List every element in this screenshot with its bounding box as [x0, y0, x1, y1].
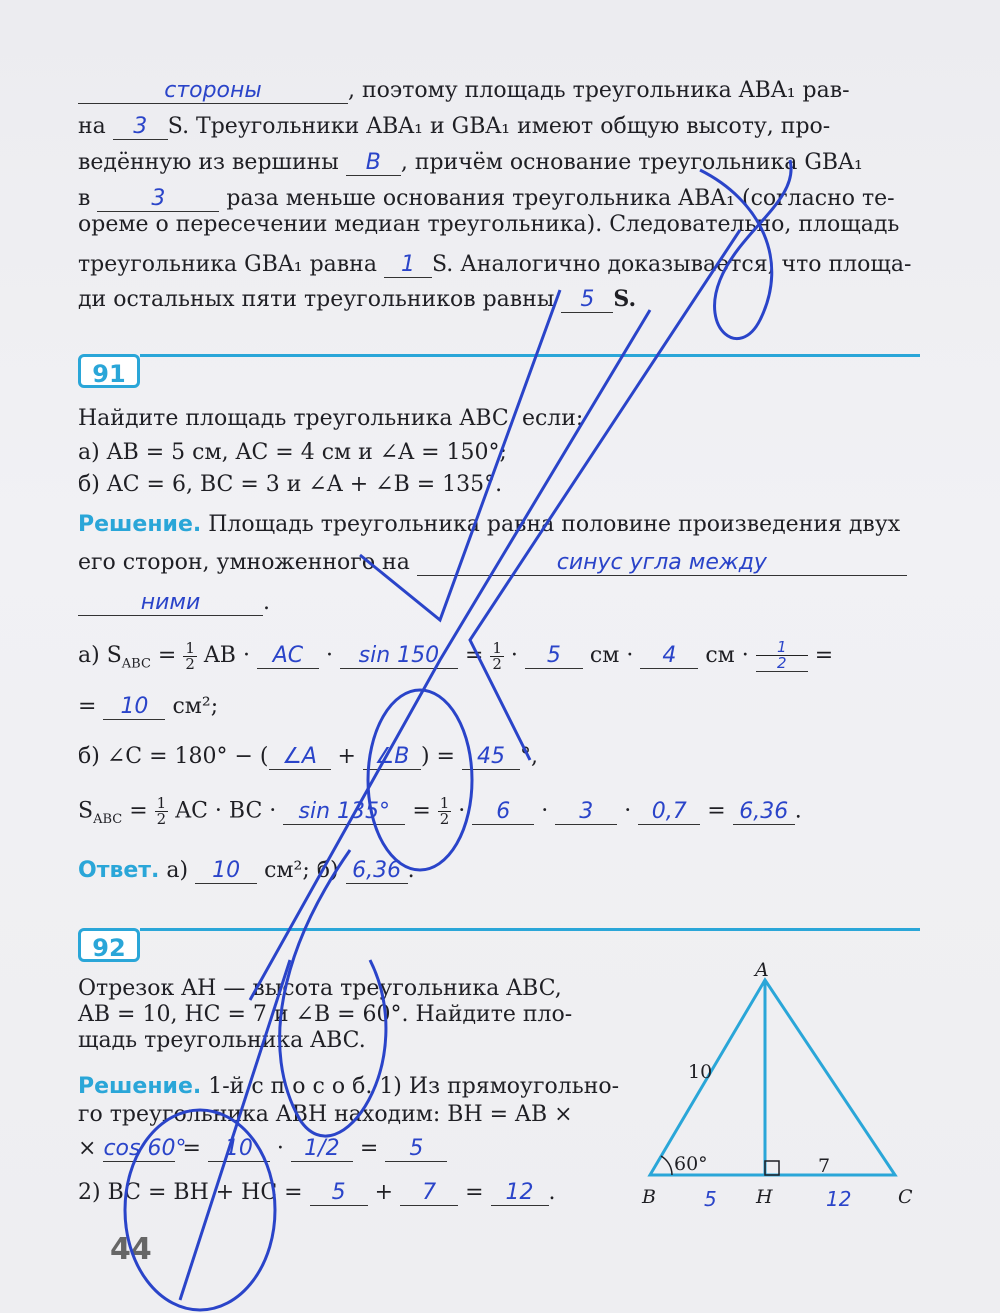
- answer-text: .: [407, 858, 415, 883]
- answer-blank[interactable]: cos 60°: [103, 1136, 187, 1161]
- task-91-header: [78, 354, 920, 394]
- task-92-line-1: Отрезок AH — высота треугольника ABC,: [78, 976, 562, 1001]
- formula-text: ×: [78, 1136, 97, 1161]
- vertex-c-label: C: [898, 1186, 913, 1208]
- formula-text: =: [412, 798, 431, 824]
- answer-blank[interactable]: 5: [525, 643, 583, 669]
- answer-blank[interactable]: 3: [555, 799, 617, 825]
- intro-line-5: [78, 212, 920, 237]
- task-92-solution-3: [78, 1136, 618, 1162]
- intro-line-7: [78, 286, 920, 313]
- answer-line: [78, 858, 920, 884]
- fraction-half: $\frac{1}{2}$: [185, 638, 195, 673]
- answer-blank[interactable]: B: [346, 150, 401, 176]
- formula-text: S: [78, 798, 94, 824]
- formula-text: б) ∠C = 180° − (: [78, 744, 269, 769]
- answer-blank[interactable]: 10: [195, 858, 257, 884]
- formula-text: AC · BC ·: [175, 798, 277, 824]
- triangle-abc: [650, 980, 895, 1175]
- intro-line-1: [78, 78, 920, 104]
- solution-line-2: [78, 550, 920, 576]
- section-rule: [140, 354, 920, 357]
- intro-text: треугольника GBA₁ равна: [78, 252, 377, 277]
- solution-label: Решение.: [78, 512, 202, 537]
- task-92-solution-2: го треугольника ABH находим: BH = AB ×: [78, 1102, 573, 1127]
- formula-text: ·: [458, 798, 466, 824]
- answer-blank[interactable]: 0,7: [638, 799, 700, 825]
- formula-text: см ·: [589, 643, 634, 668]
- formula-text: ) =: [420, 744, 455, 769]
- intro-line-2: [78, 114, 920, 140]
- intro-text: ореме о пересечении медиан треугольника). Следовательно, площадь: [78, 212, 900, 237]
- answer-blank[interactable]: стороны: [78, 78, 348, 104]
- right-angle-mark: [765, 1161, 779, 1175]
- solution-text: 1-й с п о с о б. 1) Из прямоугольно-: [208, 1074, 620, 1099]
- formula-text: 2) BC = BH + HC =: [78, 1180, 303, 1205]
- formula-text: ·: [510, 643, 518, 668]
- answer-label: Ответ.: [78, 858, 160, 883]
- answer-blank[interactable]: 10: [103, 694, 165, 720]
- formula-text: см ·: [705, 643, 749, 668]
- task-92-solution-1: [78, 1074, 618, 1099]
- formula-a-result: [78, 694, 920, 720]
- answer-blank[interactable]: 1/2: [291, 1136, 353, 1162]
- intro-text: S.: [613, 286, 637, 312]
- formula-text: .: [548, 1180, 556, 1205]
- formula-sub: ABC: [93, 811, 123, 827]
- fraction-half: $\frac{1}{2}$: [492, 638, 502, 673]
- formula-a: [78, 640, 920, 672]
- formula-text: ·: [325, 643, 333, 668]
- solution-text: .: [263, 590, 270, 615]
- answer-blank[interactable]: 3: [97, 186, 219, 212]
- fraction-half: $\frac{1}{2}$: [156, 794, 167, 828]
- formula-text: =: [464, 643, 484, 668]
- formula-text: .: [794, 798, 802, 824]
- solution-line-3: [78, 590, 920, 616]
- formula-text: а) S: [78, 643, 122, 668]
- vertex-a-label: A: [755, 960, 769, 981]
- task-92-solution-4: [78, 1180, 638, 1206]
- intro-line-3: [78, 150, 920, 176]
- answer-blank[interactable]: sin 135°: [283, 799, 405, 825]
- intro-text: , поэтому площадь треугольника ABA₁ рав-: [348, 78, 850, 103]
- solution-label: Решение.: [78, 1074, 202, 1099]
- formula-text: =: [78, 694, 97, 719]
- answer-blank[interactable]: 5: [310, 1180, 368, 1206]
- answer-blank[interactable]: 7: [400, 1180, 458, 1206]
- fraction-half: $\frac{1}{2}$: [439, 794, 450, 828]
- formula-text: =: [465, 1180, 484, 1205]
- angle-arc: [661, 1156, 672, 1175]
- formula-text: ·: [276, 1136, 284, 1161]
- side-ab-label: 10: [688, 1061, 713, 1083]
- formula-text: =: [157, 643, 177, 668]
- solution-text: Площадь треугольника равна половине произведения двух: [208, 512, 901, 537]
- vertex-b-label: B: [642, 1186, 656, 1208]
- answer-blank[interactable]: ними: [78, 590, 263, 616]
- task-91-part-b: б) AC = 6, BC = 3 и ∠A + ∠B = 135°.: [78, 472, 503, 497]
- answer-blank[interactable]: 1: [384, 252, 432, 278]
- formula-text: см²;: [172, 694, 219, 719]
- formula-sub: ABC: [121, 656, 151, 672]
- answer-blank[interactable]: AC: [257, 643, 319, 669]
- answer-blank[interactable]: ∠B: [363, 744, 421, 770]
- formula-text: =: [129, 798, 148, 824]
- answer-blank[interactable]: ∠A: [269, 744, 331, 770]
- formula-text: =: [182, 1136, 201, 1161]
- formula-b-area: [78, 796, 920, 827]
- solution-line-1: [78, 512, 920, 537]
- answer-blank[interactable]: 5: [561, 287, 613, 313]
- task-number-badge: 92: [78, 928, 140, 962]
- vertex-h-label: H: [756, 1186, 773, 1208]
- triangle-figure: [630, 960, 920, 1210]
- handwritten-bh: 5: [704, 1187, 717, 1210]
- formula-text: °,: [519, 744, 538, 769]
- intro-text: , причём основание треугольника GBA₁: [400, 150, 863, 175]
- task-number-badge: 91: [78, 354, 140, 388]
- solution-text: его сторон, умноженного на: [78, 550, 410, 575]
- answer-blank[interactable]: 6,36: [346, 858, 408, 884]
- answer-blank[interactable]: 6: [472, 799, 534, 825]
- answer-blank[interactable]: 6,36: [733, 799, 795, 825]
- formula-text: =: [814, 643, 834, 668]
- answer-blank[interactable]: 45: [462, 744, 520, 770]
- formula-text: +: [337, 744, 356, 769]
- formula-text: AB ·: [203, 643, 250, 668]
- formula-b-angle: [78, 744, 920, 770]
- formula-text: ·: [541, 798, 549, 824]
- formula-text: +: [374, 1180, 394, 1205]
- task-91-question: Найдите площадь треугольника ABC, если:: [78, 406, 584, 431]
- section-rule: [140, 928, 920, 931]
- answer-text: а): [166, 858, 189, 883]
- intro-text: ведённую из вершины: [78, 150, 339, 175]
- segment-hc-label: 7: [818, 1155, 831, 1177]
- page-number: 44: [110, 1232, 152, 1267]
- answer-blank[interactable]: 5: [385, 1136, 447, 1162]
- formula-text: =: [359, 1136, 379, 1161]
- task-92-line-2: AB = 10, HC = 7 и ∠B = 60°. Найдите пло-: [78, 1002, 573, 1027]
- intro-text: S. Аналогично доказывается, что площа-: [431, 252, 912, 277]
- intro-text: раза меньше основания треугольника ABA₁ (согласно те-: [226, 186, 895, 211]
- formula-text: ·: [624, 798, 632, 824]
- intro-text: ди остальных пяти треугольников равны: [78, 287, 555, 312]
- intro-text: на: [78, 114, 106, 139]
- answer-blank[interactable]: синус угла между: [417, 550, 907, 576]
- answer-blank[interactable]: 4: [640, 643, 698, 669]
- handwritten-hc: 12: [826, 1187, 852, 1210]
- answer-blank-fraction[interactable]: $\frac{1}{2}$: [756, 640, 808, 672]
- task-91-part-a: а) AB = 5 см, AC = 4 см и ∠A = 150°;: [78, 440, 507, 465]
- answer-blank[interactable]: sin 150: [340, 643, 458, 669]
- intro-text: S. Треугольники ABA₁ и GBA₁ имеют общую высоту, про-: [167, 114, 831, 139]
- answer-blank[interactable]: 12: [491, 1180, 549, 1206]
- task-92-line-3: щадь треугольника ABC.: [78, 1028, 366, 1053]
- angle-b-label: 60°: [674, 1153, 708, 1175]
- answer-text: см²; б): [264, 858, 339, 883]
- intro-line-4: [78, 186, 920, 212]
- intro-text: в: [78, 186, 91, 211]
- intro-line-6: [78, 252, 920, 278]
- answer-blank[interactable]: 10: [208, 1136, 270, 1162]
- formula-text: =: [707, 798, 726, 824]
- answer-blank[interactable]: 3: [113, 114, 168, 140]
